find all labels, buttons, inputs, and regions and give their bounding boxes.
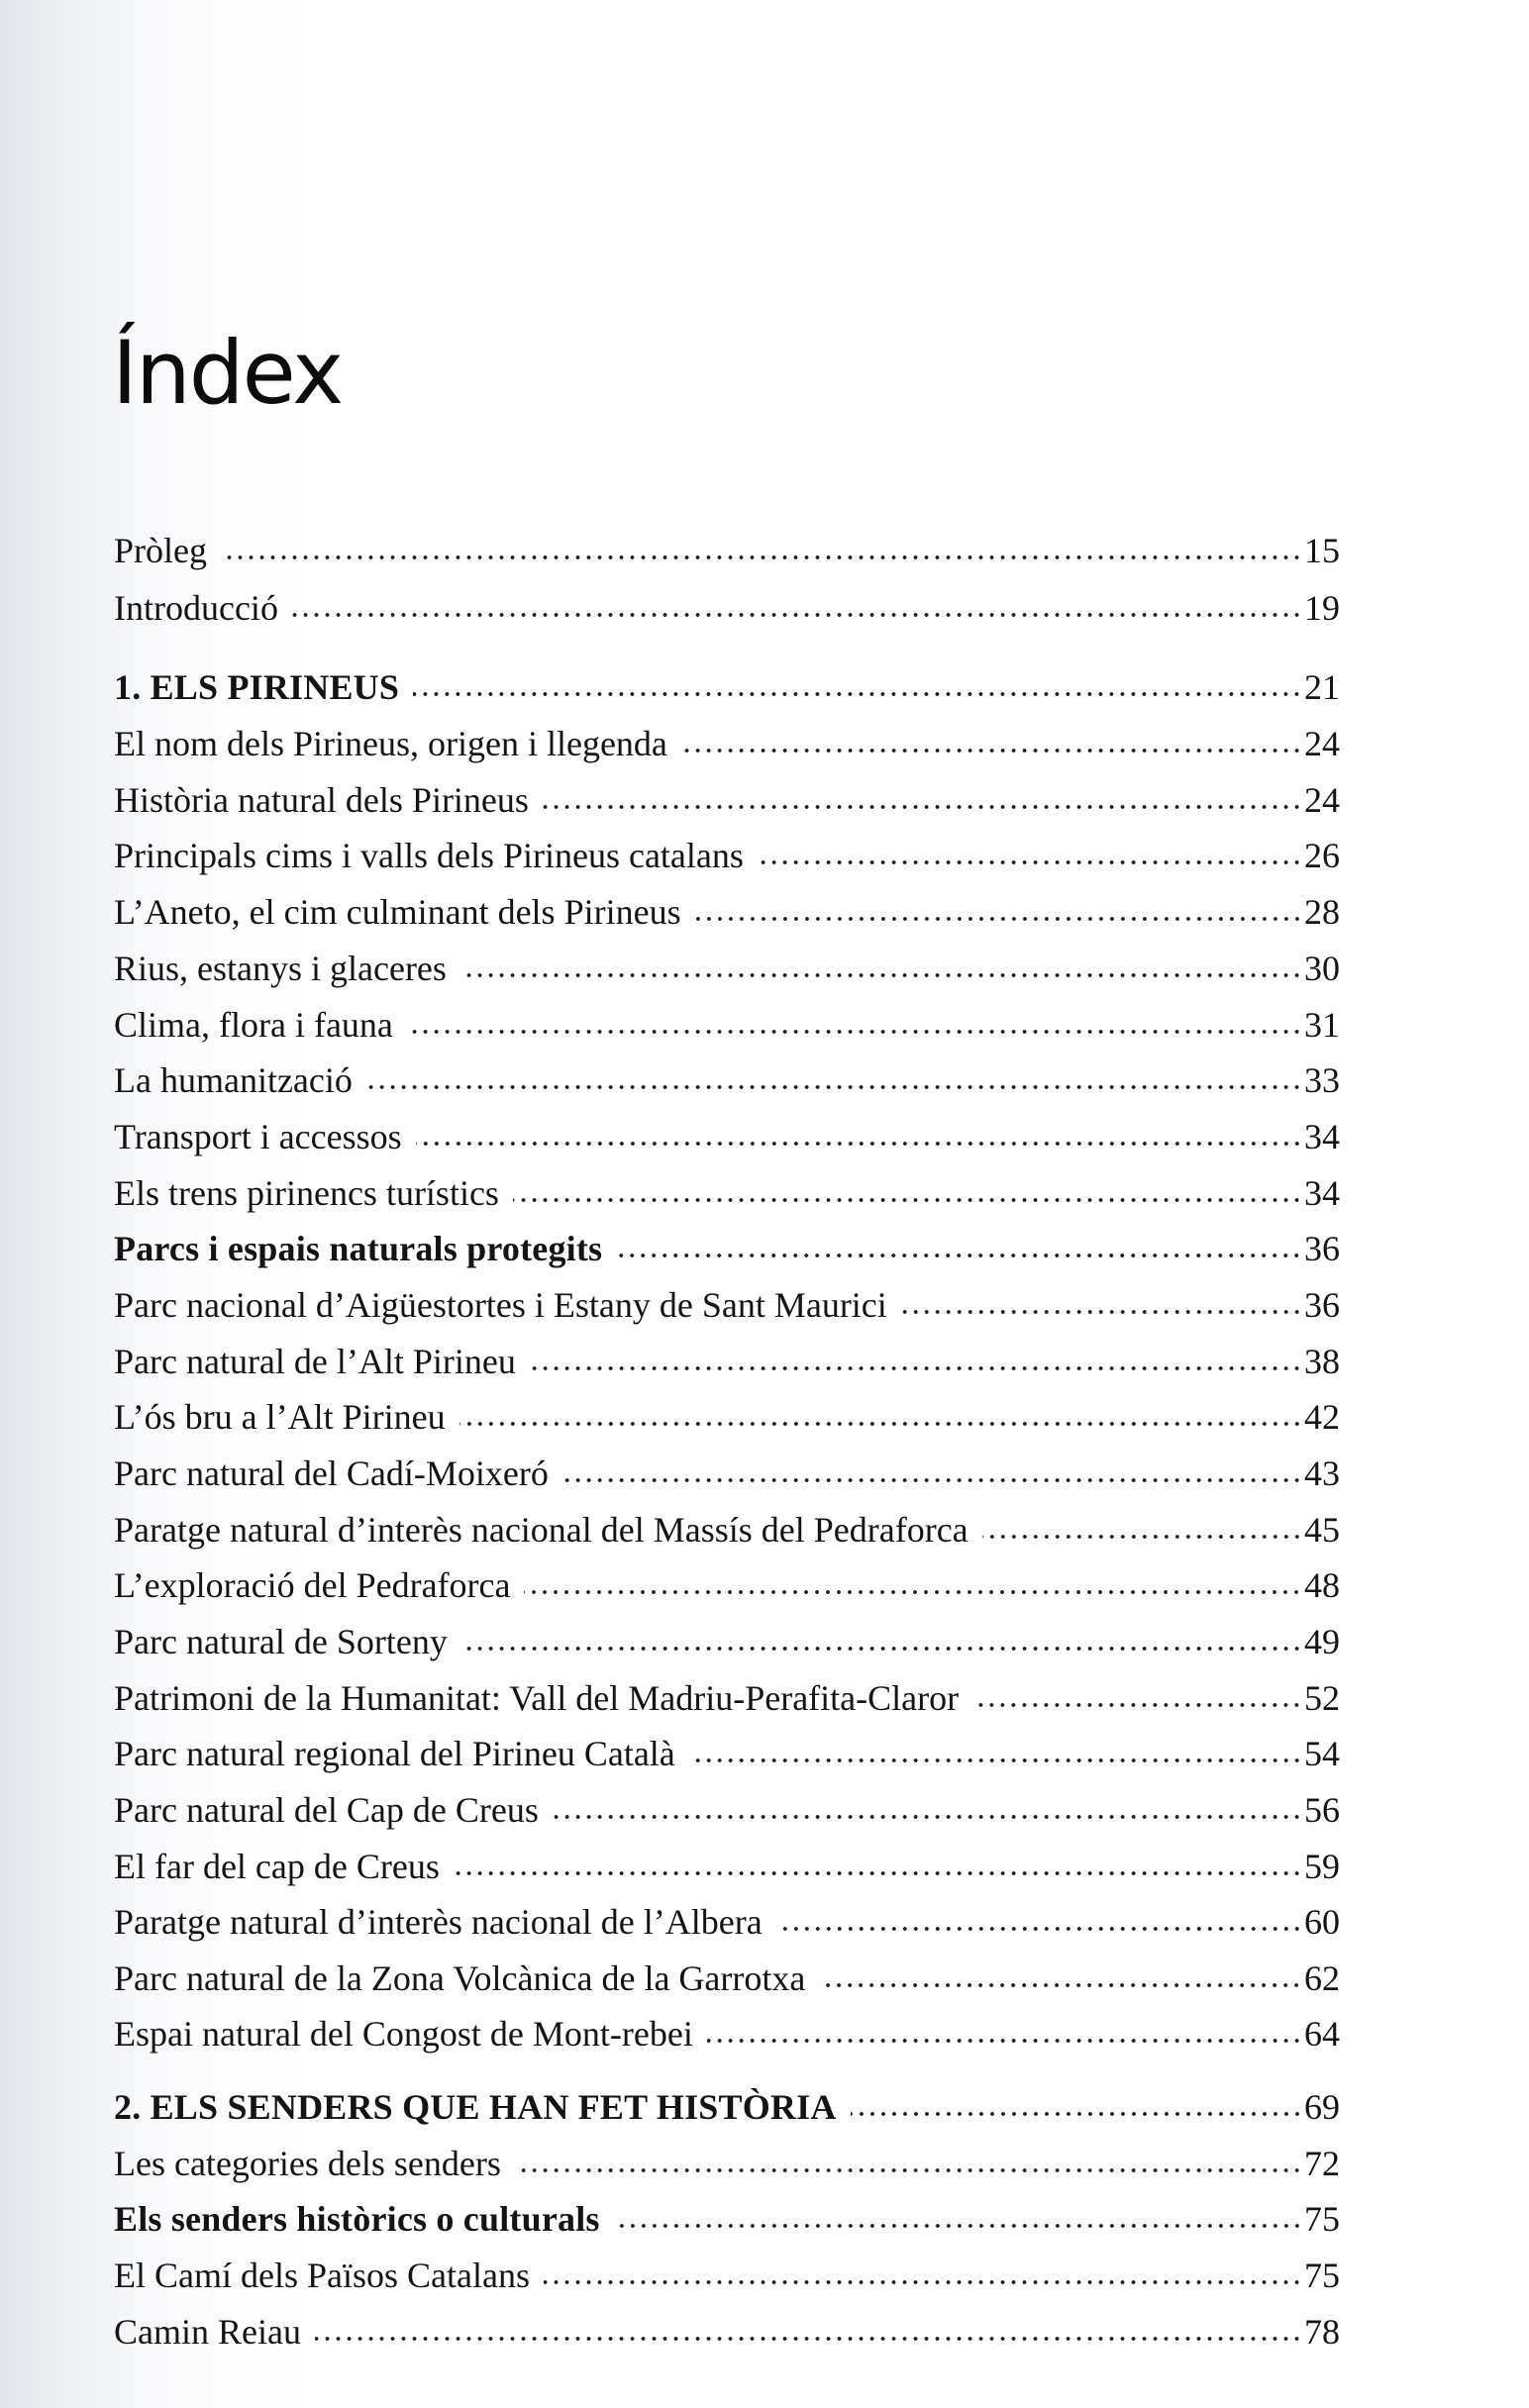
dot-leader xyxy=(513,1194,1302,1206)
dot-leader xyxy=(776,1923,1302,1935)
toc-entry-title: Els senders històrics o culturals xyxy=(114,2199,600,2239)
toc-entry[interactable] xyxy=(114,2009,1340,2058)
dot-leader xyxy=(454,1867,1302,1879)
toc-entry-page-number: 45 xyxy=(1304,1510,1340,1550)
toc-entry[interactable] xyxy=(114,583,1340,633)
toc-entry[interactable] xyxy=(114,1560,1340,1610)
dot-leader xyxy=(614,2220,1302,2232)
toc-entry-title: Parc natural de la Zona Volcànica de la Garrotxa xyxy=(114,1958,806,1998)
toc-entry[interactable] xyxy=(114,2307,1340,2357)
toc-entry-page-number: 34 xyxy=(1304,1173,1340,1213)
toc-entry[interactable] xyxy=(114,1337,1340,1386)
dot-leader xyxy=(524,1586,1302,1598)
toc-entry-page-number: 31 xyxy=(1304,1005,1340,1045)
toc-entry-page-number: 75 xyxy=(1304,2256,1340,2295)
toc-entry-page-number: 21 xyxy=(1304,667,1340,707)
toc-entry-title: Parc nacional d’Aigüestortes i Estany de Sant Maurici xyxy=(114,1285,887,1325)
toc-entry-page-number: 62 xyxy=(1304,1958,1340,1998)
dot-leader xyxy=(366,1081,1302,1093)
toc-chapter-heading[interactable] xyxy=(114,662,1340,712)
toc-entry-title: Història natural dels Pirineus xyxy=(114,780,529,820)
toc-section-heading[interactable] xyxy=(114,1224,1340,1273)
toc-entry-page-number: 78 xyxy=(1304,2312,1340,2352)
toc-entry-page-number: 33 xyxy=(1304,1060,1340,1100)
toc-entry-title: Parc natural del Cap de Creus xyxy=(114,1790,539,1830)
toc-entry-page-number: 26 xyxy=(1304,836,1340,875)
dot-leader xyxy=(901,1306,1302,1318)
toc-entry-page-number: 69 xyxy=(1304,2087,1340,2127)
dot-leader xyxy=(530,1362,1302,1374)
toc-entry[interactable] xyxy=(114,1055,1340,1105)
toc-entry-title: Pròleg xyxy=(114,531,207,570)
dot-leader xyxy=(292,609,1302,621)
toc-entry-page-number: 52 xyxy=(1304,1678,1340,1718)
dot-leader xyxy=(982,1531,1302,1543)
dot-leader xyxy=(758,856,1302,868)
toc-entry-page-number: 38 xyxy=(1304,1342,1340,1381)
toc-entry[interactable] xyxy=(114,1617,1340,1666)
toc-entry-title: Camin Reiau xyxy=(114,2312,301,2352)
toc-entry-title: Les categories dels senders xyxy=(114,2144,501,2183)
toc-entry-page-number: 30 xyxy=(1304,949,1340,988)
toc-entry-page-number: 59 xyxy=(1304,1847,1340,1886)
dot-leader xyxy=(221,552,1302,563)
toc-entry[interactable] xyxy=(114,775,1340,825)
toc-entry-title: El Camí dels Països Catalans xyxy=(114,2256,530,2295)
toc-entry-title: Transport i accessos xyxy=(114,1117,402,1156)
toc-entry-title: El far del cap de Creus xyxy=(114,1847,440,1886)
toc-entry-title: Parc natural de Sorteny xyxy=(114,1622,448,1661)
dot-leader xyxy=(543,801,1302,813)
toc-entry[interactable] xyxy=(114,1897,1340,1947)
toc-entry[interactable] xyxy=(114,1505,1340,1555)
toc-entry-title: Parc natural regional del Pirineu Català xyxy=(114,1734,675,1773)
dot-leader xyxy=(553,1811,1302,1823)
toc-entry-title: Parcs i espais naturals protegits xyxy=(114,1229,603,1268)
toc-entry[interactable] xyxy=(114,1168,1340,1218)
toc-entry-title: El nom dels Pirineus, origen i llegenda xyxy=(114,724,667,763)
toc-entry-page-number: 15 xyxy=(1304,531,1340,570)
toc-section-heading[interactable] xyxy=(114,2194,1340,2244)
toc-entry-title: 1. ELS PIRINEUS xyxy=(114,667,400,707)
toc-entry-title: L’Aneto, el cim culminant dels Pirineus xyxy=(114,892,681,932)
toc-entry-page-number: 75 xyxy=(1304,2199,1340,2239)
toc-entry[interactable] xyxy=(114,1785,1340,1835)
toc-entry[interactable] xyxy=(114,944,1340,993)
toc-entry-title: Clima, flora i fauna xyxy=(114,1005,393,1045)
toc-entry-page-number: 64 xyxy=(1304,2014,1340,2054)
toc-entry-page-number: 54 xyxy=(1304,1734,1340,1773)
dot-leader xyxy=(681,745,1302,756)
toc-entry-title: La humanització xyxy=(114,1060,353,1100)
toc-entry[interactable] xyxy=(114,1449,1340,1498)
dot-leader xyxy=(407,1026,1302,1038)
toc-entry-page-number: 49 xyxy=(1304,1622,1340,1661)
toc-entry-title: Patrimoni de la Humanitat: Vall del Madriu-Perafita-Claror xyxy=(114,1678,960,1718)
dot-leader xyxy=(689,1755,1302,1766)
dot-leader xyxy=(707,2035,1302,2047)
dot-leader xyxy=(819,1979,1302,1991)
toc-entry-title: Els trens pirinencs turístics xyxy=(114,1173,499,1213)
toc-entry-title: Parc natural de l’Alt Pirineu xyxy=(114,1342,516,1381)
toc-entry-page-number: 48 xyxy=(1304,1565,1340,1605)
toc-entry-page-number: 24 xyxy=(1304,724,1340,763)
dot-leader xyxy=(695,913,1302,925)
dot-leader xyxy=(616,1250,1302,1261)
dot-leader xyxy=(544,2276,1302,2288)
toc-entry-page-number: 19 xyxy=(1304,588,1340,628)
dot-leader xyxy=(515,2164,1302,2176)
toc-entry-page-number: 36 xyxy=(1304,1229,1340,1268)
dot-leader xyxy=(315,2333,1302,2345)
toc-entry-page-number: 60 xyxy=(1304,1902,1340,1942)
toc-entry-page-number: 42 xyxy=(1304,1397,1340,1437)
dot-leader xyxy=(562,1474,1302,1486)
dot-leader xyxy=(461,1643,1302,1655)
toc-entry-page-number: 36 xyxy=(1304,1285,1340,1325)
toc-entry-title: Paratge natural d’interès nacional del Massís del Pedraforca xyxy=(114,1510,968,1550)
dot-leader xyxy=(972,1699,1302,1711)
toc-entry[interactable] xyxy=(114,2251,1340,2300)
toc-entry[interactable] xyxy=(114,1280,1340,1330)
toc-entry-title: L’ós bru a l’Alt Pirineu xyxy=(114,1397,446,1437)
toc-entry-title: Paratge natural d’interès nacional de l’Albera xyxy=(114,1902,763,1942)
toc-entry-title: Espai natural del Congost de Mont-rebei xyxy=(114,2014,693,2054)
toc-entry-page-number: 24 xyxy=(1304,780,1340,820)
toc-entry[interactable] xyxy=(114,1000,1340,1050)
dot-leader xyxy=(460,969,1302,981)
toc-entry[interactable] xyxy=(114,1729,1340,1778)
toc-entry-title: 2. ELS SENDERS QUE HAN FET HISTÒRIA xyxy=(114,2087,837,2127)
toc-entry[interactable] xyxy=(114,831,1340,880)
toc-entry[interactable] xyxy=(114,1954,1340,2003)
toc-entry-page-number: 43 xyxy=(1304,1454,1340,1493)
toc-entry[interactable] xyxy=(114,887,1340,937)
toc-entry-title: Principals cims i valls dels Pirineus catalans xyxy=(114,836,744,875)
dot-leader xyxy=(851,2108,1302,2120)
toc-entry[interactable] xyxy=(114,1112,1340,1161)
toc-entry-page-number: 28 xyxy=(1304,892,1340,932)
toc-entry[interactable] xyxy=(114,719,1340,768)
toc-entry-title: L’exploració del Pedraforca xyxy=(114,1565,511,1605)
dot-leader xyxy=(459,1418,1302,1430)
toc-entry-page-number: 34 xyxy=(1304,1117,1340,1156)
toc-entry-page-number: 72 xyxy=(1304,2144,1340,2183)
toc-entry[interactable] xyxy=(114,1392,1340,1442)
toc-entry[interactable] xyxy=(114,1842,1340,1891)
toc-entry-page-number: 56 xyxy=(1304,1790,1340,1830)
toc-entry-title: Rius, estanys i glaceres xyxy=(114,949,447,988)
toc-entry[interactable] xyxy=(114,526,1340,575)
dot-leader xyxy=(416,1138,1302,1150)
toc-entry-title: Parc natural del Cadí-Moixeró xyxy=(114,1454,549,1493)
dot-leader xyxy=(413,688,1302,700)
toc-entry-title: Introducció xyxy=(114,588,278,628)
page-title: Índex xyxy=(112,322,343,424)
toc-entry[interactable] xyxy=(114,2139,1340,2188)
toc-chapter-heading[interactable] xyxy=(114,2082,1340,2132)
toc-entry[interactable] xyxy=(114,1673,1340,1723)
